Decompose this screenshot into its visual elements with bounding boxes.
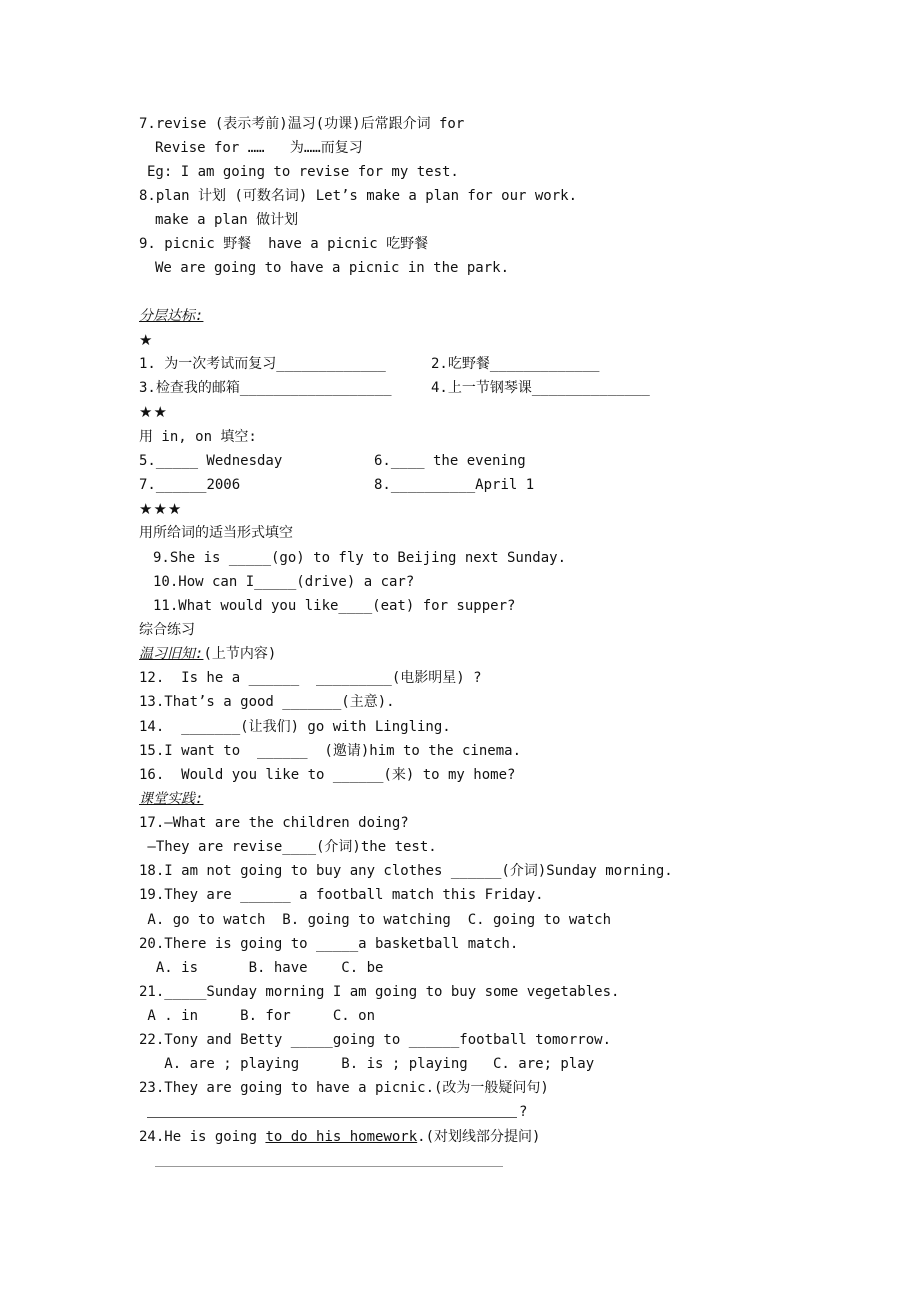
note-9-title: 9. picnic 野餐 have a picnic 吃野餐 (139, 236, 429, 252)
question-24-prefix: 24.He is going (139, 1129, 266, 1145)
comprehensive-heading: 综合练习 (139, 622, 195, 638)
question-21-options: A . in B. for C. on (139, 1008, 376, 1024)
note-7-title: 7.revise (表示考前)温习(功课)后常跟介词 for (139, 116, 465, 132)
one-star-icon: ★ (139, 331, 154, 349)
question-14: 14. _______(让我们) go with Lingling. (139, 719, 451, 735)
question-8-text: April 1 (475, 477, 535, 493)
question-17-answer: —They are revise____(介词)the test. (139, 839, 437, 855)
question-2: 2.吃野餐_____________ (431, 356, 600, 372)
note-8-phrase: make a plan 做计划 (155, 212, 299, 228)
level-practice-heading: 分层达标: (139, 308, 204, 324)
question-22-options: A. are ; playing B. is ; playing C. are; play (139, 1056, 595, 1072)
question-8-number: 8. (374, 477, 391, 493)
question-22: 22.Tony and Betty _____going to ______football tomorrow. (139, 1032, 612, 1048)
review-note: (上节内容) (203, 646, 277, 662)
question-4: 4.上一节钢琴课______________ (431, 380, 650, 396)
question-7-number: 7. (139, 477, 156, 493)
note-7-phrase: Revise for …… 为……而复习 (155, 140, 363, 156)
question-12: 12. Is he a ______ _________(电影明星) ? (139, 670, 482, 686)
question-11: 11.What would you like____(eat) for supper? (153, 598, 516, 614)
question-9: 9.She is _____(go) to fly to Beijing next Sunday. (153, 550, 567, 566)
question-8-blank: __________ (390, 477, 476, 493)
question-23-end-mark: ? (519, 1104, 528, 1120)
note-8-title: 8.plan 计划 (可数名词) Let’s make a plan for our work. (139, 188, 578, 204)
question-18: 18.I am not going to buy any clothes ______(介词)Sunday morning. (139, 863, 673, 879)
question-17-question: 17.—What are the children doing? (139, 815, 409, 831)
question-13: 13.That’s a good _______(主意). (139, 694, 395, 710)
question-7 (139, 475, 240, 495)
question-16: 16. Would you like to ______(来) to my home? (139, 767, 516, 783)
question-1: 1. 为一次考试而复习_____________ (139, 356, 386, 372)
question-24-underlined-phrase: to do his homework (265, 1129, 418, 1145)
instruction-in-on: 用 in, on 填空: (139, 429, 257, 445)
question-10: 10.How can I_____(drive) a car? (153, 574, 415, 590)
note-9-example: We are going to have a picnic in the park. (155, 260, 510, 276)
question-5: 5._____ Wednesday (139, 453, 283, 469)
answer-line-24 (155, 1166, 503, 1167)
question-24-suffix: .(对划线部分提问) (417, 1129, 541, 1145)
question-24 (139, 1127, 540, 1147)
question-6: 6.____ the evening (374, 453, 526, 469)
question-8 (374, 475, 534, 495)
classroom-practice-heading: 课堂实践: (139, 791, 204, 807)
answer-line-23 (147, 1117, 517, 1118)
question-19: 19.They are ______ a football match this Friday. (139, 887, 544, 903)
note-7-example: Eg: I am going to revise for my test. (147, 164, 459, 180)
instruction-word-forms: 用所给词的适当形式填空 (139, 525, 293, 541)
question-3: 3.检查我的邮箱__________________ (139, 380, 392, 396)
question-7-blank: ______ (155, 477, 207, 493)
review-heading: 温习旧知: (139, 646, 204, 662)
review-row (139, 644, 276, 664)
question-20: 20.There is going to _____a basketball match. (139, 936, 519, 952)
question-21: 21._____Sunday morning I am going to buy some vegetables. (139, 984, 620, 1000)
two-star-icon: ★★ (139, 403, 168, 421)
question-15: 15.I want to ______ (邀请)him to the cinema. (139, 743, 522, 759)
question-23: 23.They are going to have a picnic.(改为一般疑问句) (139, 1080, 549, 1096)
question-20-options: A. is B. have C. be (139, 960, 384, 976)
question-19-options: A. go to watch B. going to watching C. going to watch (139, 912, 612, 928)
three-star-icon: ★★★ (139, 500, 183, 518)
question-7-text: 2006 (206, 477, 241, 493)
